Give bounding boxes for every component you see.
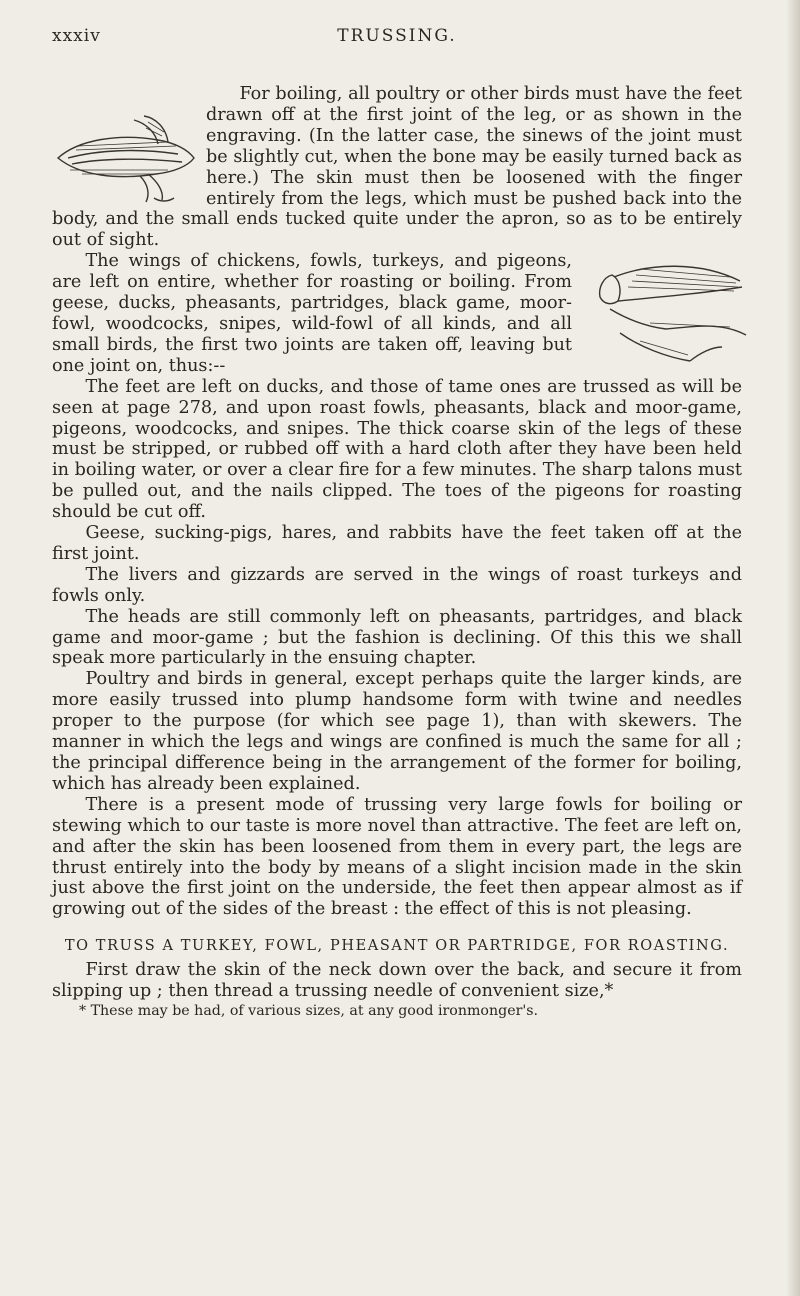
trussed-leg-illustration xyxy=(48,88,198,208)
leg-engraving-icon xyxy=(48,88,198,208)
body-text xyxy=(52,84,742,1021)
page-edge xyxy=(786,0,800,1296)
paragraph-text: For boiling, all poultry or other birds must have the feet drawn off at the first joint of the leg, or as shown in the engraving. (In the latter case, the sinews of the joint must be slightly cut, when the bone may be easily turned back as here.) The skin must then be loosened with the finger entirely from the legs, which must be pushed back into the body, and the small ends tucked quite under the apron, so as to be entirely out of sight. xyxy=(52,84,742,251)
section-heading: TO TRUSS A TURKEY, FOWL, PHEASANT OR PARTRIDGE, FOR ROASTING. xyxy=(64,938,730,955)
paragraph-present-mode: There is a present mode of trussing very large fowls for boiling or stewing which to our taste is more novel than attractive. The feet are left on, and after the skin has been loosened from them in every part, the legs are thrust entirely into the body by means of a slight incision made in the skin just above the first joint on the underside, the feet then appear almost as if growing out of the sides of the breast : the effect of this is not pleasing. xyxy=(52,794,742,920)
footnote: * These may be had, of various sizes, at any good ironmonger's. xyxy=(78,1003,539,1020)
paragraph-boiling xyxy=(52,84,742,251)
wing-joint-illustration xyxy=(580,257,748,369)
paragraph-heads: The heads are still commonly left on pheasants, partridges, and black game and moor-game ; but the fashion is declining. Of this this we shall speak more particularly in the ensuing chapter. xyxy=(52,606,742,669)
paragraph-wings xyxy=(52,251,742,376)
paragraph-geese: Geese, sucking-pigs, hares, and rabbits have the feet taken off at the first joint. xyxy=(52,523,742,564)
paragraph-livers: The livers and gizzards are served in the wings of roast turkeys and fowls only. xyxy=(52,564,742,606)
running-head: TRUSSING. xyxy=(337,26,457,46)
paragraph-poultry: Poultry and birds in general, except perhaps quite the larger kinds, are more easily trussed into plump handsome form with twine and needles proper to the purpose (for which see page 1), than with skewers. The manner in which the legs and wings are confined is much the same for all ; the principal difference being in the arrangement of the former for boiling, which has already been explained. xyxy=(52,669,742,794)
page-number: xxxiv xyxy=(52,26,101,46)
wing-engraving-icon xyxy=(580,257,748,369)
paragraph-first-draw: First draw the skin of the neck down over the back, and secure it from slipping up ; then thread a trussing needle of convenient size,* xyxy=(52,960,742,1002)
page-header xyxy=(52,26,742,56)
paragraph-feet: The feet are left on ducks, and those of tame ones are trussed as will be seen at page 278, and upon roast fowls, pheasants, black and moor-game, pigeons, woodcocks, and snipes. The thick coarse skin of the legs of these must be stripped, or rubbed off with a hard cloth after they have been held in boiling water, or over a clear fire for a few minutes. The sharp talons must be pulled out, and the nails clipped. The toes of the pigeons for roasting should be cut off. xyxy=(52,376,742,523)
paragraph-text: The wings of chickens, fowls, turkeys, and pigeons, are left on entire, whether for roasting or boiling. From geese, ducks, pheasants, partridges, black game, moor-fowl, woodcocks, snipes, wild-fowl of all kinds, and all small birds, the first two joints are taken off, leaving but one joint on, thus:-- xyxy=(52,251,572,376)
